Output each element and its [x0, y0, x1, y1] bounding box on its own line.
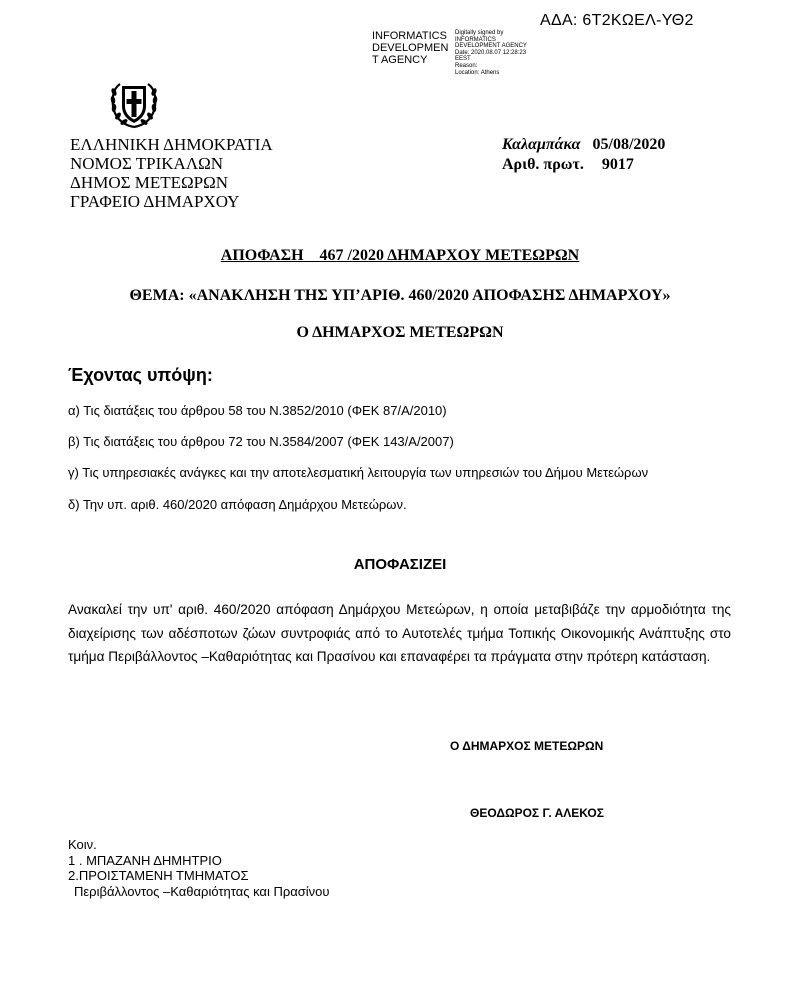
ada-code: ΑΔΑ: 6Τ2ΚΩΕΛ-ΥΘ2 [540, 12, 694, 29]
recipient-line: Περιβάλλοντος –Καθαριότητας και Πρασίνου [74, 883, 330, 899]
authority-line: ΓΡΑΦΕΙΟ ΔΗΜΑΡΧΟΥ [70, 192, 240, 211]
consideration-item: β) Τις διατάξεις του άρθρου 72 του Ν.3584/2007 (ΦΕΚ 143/Α/2007) [68, 434, 454, 449]
signature-detail-line: INFORMATICS [455, 36, 496, 43]
subject-line: ΘΕΜΑ: «ΑΝΑΚΛΗΣΗ ΤΗΣ ΥΠ’ΑΡΙΘ. 460/2020 ΑΠΟΦΑΣΗΣ ΔΗΜΑΡΧΟΥ» [129, 287, 671, 304]
signature-org-line: DEVELOPMEN [372, 42, 449, 54]
decision-title-text: ΑΠΟΦΑΣΗ 467 /2020 ΔΗΜΑΡΧΟΥ ΜΕΤΕΩΡΩΝ [220, 247, 580, 264]
authority-line: ΔΗΜΟΣ ΜΕΤΕΩΡΩΝ [70, 173, 229, 192]
digital-signature-org [372, 30, 454, 66]
consideration-item: α) Τις διατάξεις του άρθρου 58 του Ν.3852/2010 (ΦΕΚ 87/Α/2010) [68, 403, 447, 418]
signature-detail-line: DEVELOPMENT AGENCY [455, 43, 527, 50]
protocol-row [502, 155, 665, 175]
recipients-label: Κοιν. [68, 837, 97, 852]
recipients-block [68, 837, 330, 899]
issuing-authority [70, 135, 273, 211]
signature-detail-line: Location: Athens [455, 69, 500, 76]
decides-heading: ΑΠΟΦΑΣΙΖΕΙ [353, 556, 447, 573]
decision-title [0, 247, 800, 265]
signature-detail-line: Digitally signed by [455, 30, 504, 36]
signature-org-line: T AGENCY [372, 54, 428, 66]
greek-coat-of-arms-icon [108, 78, 160, 130]
protocol-label: Αριθ. πρωτ. [502, 156, 584, 173]
consideration-item: δ) Την υπ. αριθ. 460/2020 απόφαση Δημάρχου Μετεώρων. [68, 497, 407, 512]
signature-detail-line: Date: 2020.08.07 12:28:23 [455, 49, 527, 56]
recipient-line: 1 . ΜΠΑΖΑΝΗ ΔΗΜΗΤΡΙΟ [68, 852, 222, 868]
signature-detail-line: Reason: [455, 62, 478, 69]
signatory-name: ΘΕΟΔΩΡΟΣ Γ. ΑΛΕΚΟΣ [470, 806, 604, 820]
recipient-line: 2.ΠΡΟΙΣΤΑΜΕΝΗ ΤΜΗΜΑΤΟΣ [68, 868, 249, 883]
protocol-number: 9017 [601, 156, 634, 173]
digital-signature-details [455, 30, 545, 76]
place-date-row [502, 135, 665, 155]
decision-body: Ανακαλεί την υπ' αριθ. 460/2020 απόφαση Δημάρχου Μετεώρων, η οποία μεταβιβάζε την αρμοδιότητα της διαχείρισης των αδέσποτων ζώων συντροφιάς από το Αυτοτελές τμήμα Τοπικής Οικονομικής Ανάπτυξης στο τμήμα Περιβάλλοντος –Καθαριότητας και Πρασίνου και επαναφέρει τα πράγματα στην πρότερη κατάσταση. [68, 602, 731, 664]
authority-line: ΝΟΜΟΣ ΤΡΙΚΑΛΩΝ [70, 154, 224, 173]
document-date: 05/08/2020 [592, 136, 666, 153]
place-date-block [502, 135, 665, 175]
place-label: Καλαμπάκα [502, 136, 581, 153]
signature-detail-line: EEST [455, 56, 471, 63]
consideration-item: γ) Τις υπηρεσιακές ανάγκες και την αποτελεσματική λειτουργία των υπηρεσιών του Δήμου Μετεώρων [68, 465, 649, 480]
signature-org-line: INFORMATICS [372, 30, 447, 42]
considering-heading: Έχοντας υπόψη: [68, 365, 213, 385]
mayor-heading: Ο ΔΗΜΑΡΧΟΣ ΜΕΤΕΩΡΩΝ [296, 324, 504, 341]
signatory-title: Ο ΔΗΜΑΡΧΟΣ ΜΕΤΕΩΡΩΝ [450, 739, 604, 753]
authority-line: ΕΛΛΗΝΙΚΗ ΔΗΜΟΚΡΑΤΙΑ [70, 135, 273, 154]
